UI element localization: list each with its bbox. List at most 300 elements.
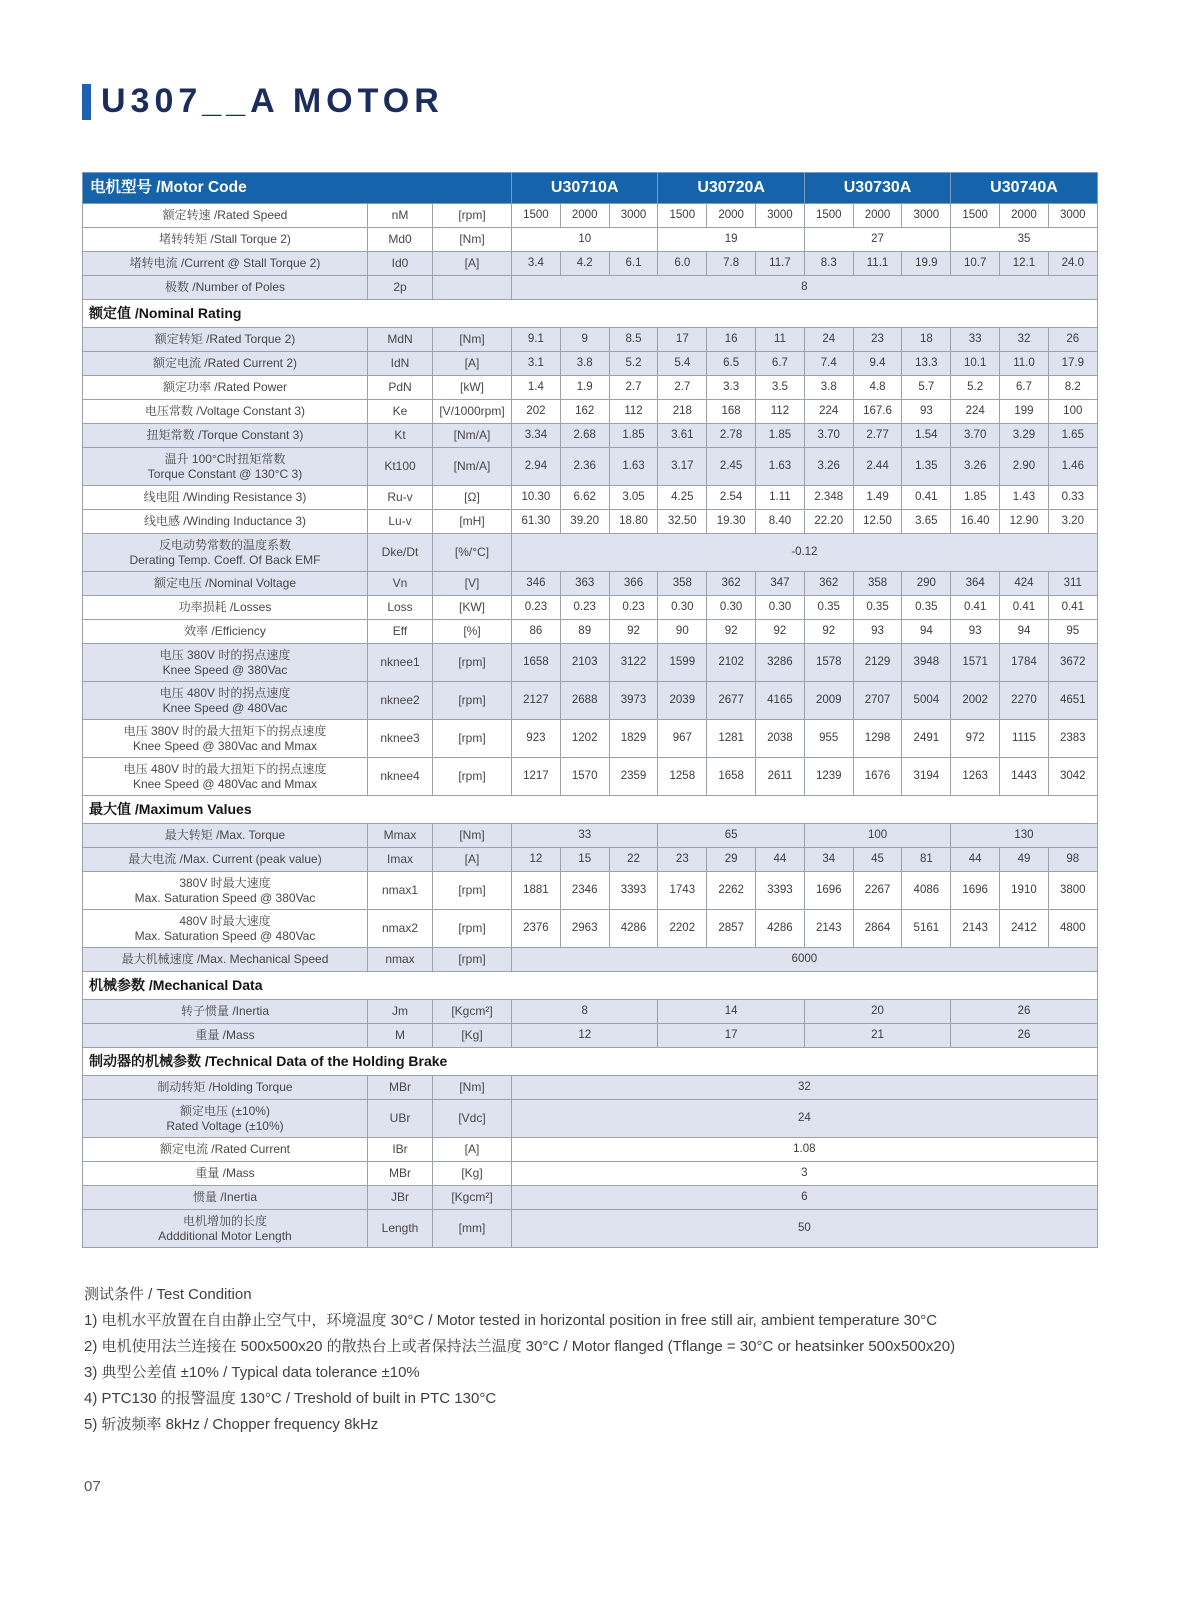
param-label: 额定转速 /Rated Speed xyxy=(83,204,368,228)
value-cell: 12.1 xyxy=(1000,252,1049,276)
value-cell: 34 xyxy=(804,848,853,872)
motor-code: U30730A xyxy=(804,173,950,204)
value-cell: 92 xyxy=(804,620,853,644)
value-cell: 2127 xyxy=(512,682,561,720)
value-cell: 27 xyxy=(804,228,950,252)
param-symbol: Id0 xyxy=(368,252,433,276)
value-cell: 92 xyxy=(756,620,805,644)
value-cell: 2857 xyxy=(707,910,756,948)
page-title: U307__A MOTOR xyxy=(101,82,444,120)
param-unit: [rpm] xyxy=(433,872,512,910)
section-title: 制动器的机械参数 /Technical Data of the Holding Brake xyxy=(83,1048,1098,1076)
param-symbol: nknee3 xyxy=(368,720,433,758)
value-cell: 22.20 xyxy=(804,510,853,534)
param-unit: [Kg] xyxy=(433,1024,512,1048)
param-unit: [Nm] xyxy=(433,228,512,252)
spec-row xyxy=(83,910,1098,948)
spec-row xyxy=(83,758,1098,796)
value-cell: 2143 xyxy=(804,910,853,948)
param-label: 扭矩常数 /Torque Constant 3) xyxy=(83,424,368,448)
value-cell: 1.54 xyxy=(902,424,951,448)
param-symbol: Dke/Dt xyxy=(368,534,433,572)
value-cell: 3000 xyxy=(756,204,805,228)
value-cell: 24 xyxy=(804,328,853,352)
param-unit: [Kgcm²] xyxy=(433,1000,512,1024)
spec-row xyxy=(83,486,1098,510)
value-cell: 98 xyxy=(1048,848,1097,872)
param-label: 转子惯量 /Inertia xyxy=(83,1000,368,1024)
param-unit: [A] xyxy=(433,848,512,872)
value-cell: 8 xyxy=(512,276,1098,300)
value-cell: 95 xyxy=(1048,620,1097,644)
value-cell: 3000 xyxy=(609,204,658,228)
value-cell: 224 xyxy=(804,400,853,424)
param-label: 堵转转矩 /Stall Torque 2) xyxy=(83,228,368,252)
value-cell: 167.6 xyxy=(853,400,902,424)
param-label: 制动转矩 /Holding Torque xyxy=(83,1076,368,1100)
value-cell: 346 xyxy=(512,572,561,596)
value-cell: 2383 xyxy=(1048,720,1097,758)
param-unit: [Ω] xyxy=(433,486,512,510)
value-cell: 358 xyxy=(853,572,902,596)
param-unit: [A] xyxy=(433,352,512,376)
value-cell: 202 xyxy=(512,400,561,424)
value-cell: 89 xyxy=(560,620,609,644)
value-cell: 2346 xyxy=(560,872,609,910)
value-cell: 22 xyxy=(609,848,658,872)
value-cell: 19 xyxy=(658,228,804,252)
value-cell: 112 xyxy=(609,400,658,424)
value-cell: 0.23 xyxy=(512,596,561,620)
param-unit: [KW] xyxy=(433,596,512,620)
value-cell: 0.35 xyxy=(804,596,853,620)
value-cell: 347 xyxy=(756,572,805,596)
value-cell: 1.65 xyxy=(1048,424,1097,448)
value-cell: 39.20 xyxy=(560,510,609,534)
param-symbol: nknee2 xyxy=(368,682,433,720)
value-cell: 3.4 xyxy=(512,252,561,276)
value-cell: 3948 xyxy=(902,644,951,682)
value-cell: 26 xyxy=(1048,328,1097,352)
param-label: 反电动势常数的温度系数 Derating Temp. Coeff. Of Back EMF xyxy=(83,534,368,572)
param-label: 温升 100°C时扭矩常数 Torque Constant @ 130°C 3) xyxy=(83,448,368,486)
value-cell: 4086 xyxy=(902,872,951,910)
motor-code: U30720A xyxy=(658,173,804,204)
value-cell: 168 xyxy=(707,400,756,424)
value-cell: 1115 xyxy=(1000,720,1049,758)
value-cell: 3042 xyxy=(1048,758,1097,796)
param-symbol: Kt xyxy=(368,424,433,448)
param-unit: [mm] xyxy=(433,1210,512,1248)
value-cell: 2376 xyxy=(512,910,561,948)
param-symbol: UBr xyxy=(368,1100,433,1138)
value-cell: 1217 xyxy=(512,758,561,796)
spec-row xyxy=(83,1100,1098,1138)
value-cell: 3.34 xyxy=(512,424,561,448)
value-cell: 2611 xyxy=(756,758,805,796)
value-cell: 1829 xyxy=(609,720,658,758)
spec-row xyxy=(83,1210,1098,1248)
spec-row xyxy=(83,424,1098,448)
value-cell: 6.7 xyxy=(756,352,805,376)
value-cell: 4165 xyxy=(756,682,805,720)
value-cell: 12.50 xyxy=(853,510,902,534)
value-cell: 3393 xyxy=(609,872,658,910)
value-cell: 1743 xyxy=(658,872,707,910)
value-cell: 3.70 xyxy=(951,424,1000,448)
value-cell: 12 xyxy=(512,848,561,872)
spec-row xyxy=(83,400,1098,424)
param-symbol: nmax xyxy=(368,948,433,972)
param-label: 电压 380V 时的拐点速度 Knee Speed @ 380Vac xyxy=(83,644,368,682)
value-cell: 50 xyxy=(512,1210,1098,1248)
value-cell: 18 xyxy=(902,328,951,352)
value-cell: 3194 xyxy=(902,758,951,796)
spec-row xyxy=(83,644,1098,682)
spec-row xyxy=(83,848,1098,872)
value-cell: 11.7 xyxy=(756,252,805,276)
param-symbol: Kt100 xyxy=(368,448,433,486)
param-symbol: Jm xyxy=(368,1000,433,1024)
param-unit: [rpm] xyxy=(433,758,512,796)
value-cell: 1.63 xyxy=(756,448,805,486)
value-cell: 1570 xyxy=(560,758,609,796)
spec-row xyxy=(83,1162,1098,1186)
param-label: 额定电流 /Rated Current xyxy=(83,1138,368,1162)
value-cell: 1281 xyxy=(707,720,756,758)
param-symbol: Lu-v xyxy=(368,510,433,534)
value-cell: 1910 xyxy=(1000,872,1049,910)
value-cell: 2.77 xyxy=(853,424,902,448)
spec-row xyxy=(83,328,1098,352)
param-unit: [%] xyxy=(433,620,512,644)
param-label: 堵转电流 /Current @ Stall Torque 2) xyxy=(83,252,368,276)
spec-row xyxy=(83,1000,1098,1024)
value-cell: 8.40 xyxy=(756,510,805,534)
param-unit: [Kg] xyxy=(433,1162,512,1186)
value-cell: 24 xyxy=(512,1100,1098,1138)
value-cell: 15 xyxy=(560,848,609,872)
value-cell: 2491 xyxy=(902,720,951,758)
value-cell: 224 xyxy=(951,400,1000,424)
value-cell: 3000 xyxy=(902,204,951,228)
spec-row xyxy=(83,1186,1098,1210)
value-cell: 3 xyxy=(512,1162,1098,1186)
value-cell: 2.7 xyxy=(658,376,707,400)
param-unit: [rpm] xyxy=(433,948,512,972)
value-cell: 358 xyxy=(658,572,707,596)
param-symbol: PdN xyxy=(368,376,433,400)
spec-row xyxy=(83,376,1098,400)
value-cell: 2688 xyxy=(560,682,609,720)
value-cell: 21 xyxy=(804,1024,950,1048)
footnotes-block xyxy=(84,1282,1104,1438)
param-symbol: nknee4 xyxy=(368,758,433,796)
value-cell: 10.7 xyxy=(951,252,1000,276)
param-symbol: nmax2 xyxy=(368,910,433,948)
value-cell: 12.90 xyxy=(1000,510,1049,534)
value-cell: 1578 xyxy=(804,644,853,682)
param-symbol: Length xyxy=(368,1210,433,1248)
value-cell: 8.2 xyxy=(1048,376,1097,400)
page-number: 07 xyxy=(84,1478,101,1495)
param-label: 电机增加的长度 Addditional Motor Length xyxy=(83,1210,368,1248)
value-cell: 9.4 xyxy=(853,352,902,376)
param-symbol: Loss xyxy=(368,596,433,620)
value-cell: 44 xyxy=(951,848,1000,872)
value-cell: 3122 xyxy=(609,644,658,682)
value-cell: 17.9 xyxy=(1048,352,1097,376)
value-cell: 92 xyxy=(609,620,658,644)
value-cell: 2.44 xyxy=(853,448,902,486)
spec-row xyxy=(83,872,1098,910)
value-cell: 218 xyxy=(658,400,707,424)
section-title: 额定值 /Nominal Rating xyxy=(83,300,1098,328)
value-cell: 2202 xyxy=(658,910,707,948)
param-label: 额定转矩 /Rated Torque 2) xyxy=(83,328,368,352)
value-cell: 1784 xyxy=(1000,644,1049,682)
value-cell: 2102 xyxy=(707,644,756,682)
value-cell: 1571 xyxy=(951,644,1000,682)
value-cell: 3.1 xyxy=(512,352,561,376)
param-unit: [A] xyxy=(433,252,512,276)
param-unit: [%/°C] xyxy=(433,534,512,572)
value-cell: 6.1 xyxy=(609,252,658,276)
param-symbol: IdN xyxy=(368,352,433,376)
value-cell: 1.85 xyxy=(756,424,805,448)
value-cell: 3000 xyxy=(1048,204,1097,228)
value-cell: 364 xyxy=(951,572,1000,596)
title-accent-bar xyxy=(82,84,91,120)
value-cell: 1443 xyxy=(1000,758,1049,796)
value-cell: 0.33 xyxy=(1048,486,1097,510)
value-cell: 1658 xyxy=(512,644,561,682)
value-cell: 26 xyxy=(951,1024,1097,1048)
value-cell: 112 xyxy=(756,400,805,424)
value-cell: 1.85 xyxy=(951,486,1000,510)
value-cell: 1696 xyxy=(951,872,1000,910)
value-cell: 24.0 xyxy=(1048,252,1097,276)
value-cell: 1500 xyxy=(804,204,853,228)
spec-row xyxy=(83,204,1098,228)
value-cell: 0.30 xyxy=(707,596,756,620)
param-unit: [Kgcm²] xyxy=(433,1186,512,1210)
value-cell: 199 xyxy=(1000,400,1049,424)
spec-row xyxy=(83,228,1098,252)
footnote-line: 5) 斩波频率 8kHz / Chopper frequency 8kHz xyxy=(84,1416,379,1433)
value-cell: 94 xyxy=(902,620,951,644)
param-unit xyxy=(433,276,512,300)
value-cell: 2000 xyxy=(853,204,902,228)
value-cell: 2000 xyxy=(560,204,609,228)
value-cell: 3.26 xyxy=(804,448,853,486)
value-cell: 19.30 xyxy=(707,510,756,534)
spec-row xyxy=(83,276,1098,300)
value-cell: 12 xyxy=(512,1024,658,1048)
value-cell: 0.35 xyxy=(853,596,902,620)
value-cell: 93 xyxy=(951,620,1000,644)
value-cell: 2.348 xyxy=(804,486,853,510)
value-cell: 19.9 xyxy=(902,252,951,276)
param-label: 最大转矩 /Max. Torque xyxy=(83,824,368,848)
value-cell: 2038 xyxy=(756,720,805,758)
value-cell: 3.61 xyxy=(658,424,707,448)
motor-code: U30740A xyxy=(951,173,1097,204)
param-unit: [rpm] xyxy=(433,644,512,682)
value-cell: 4.2 xyxy=(560,252,609,276)
value-cell: 6.5 xyxy=(707,352,756,376)
value-cell: 3800 xyxy=(1048,872,1097,910)
motor-code: U30710A xyxy=(512,173,658,204)
spec-table-container xyxy=(82,172,1098,1248)
value-cell: 7.4 xyxy=(804,352,853,376)
value-cell: 130 xyxy=(951,824,1097,848)
param-unit: [V/1000rpm] xyxy=(433,400,512,424)
value-cell: 2143 xyxy=(951,910,1000,948)
value-cell: 4.25 xyxy=(658,486,707,510)
value-cell: 366 xyxy=(609,572,658,596)
value-cell: 1258 xyxy=(658,758,707,796)
value-cell: 2.36 xyxy=(560,448,609,486)
footnote-line: 1) 电机水平放置在自由静止空气中，环境温度 30°C / Motor tested in horizontal position in free still air, ambient temperature 30°C xyxy=(84,1312,938,1329)
param-label: 重量 /Mass xyxy=(83,1024,368,1048)
value-cell: 3973 xyxy=(609,682,658,720)
value-cell: 1.08 xyxy=(512,1138,1098,1162)
value-cell: 5004 xyxy=(902,682,951,720)
value-cell: 3.29 xyxy=(1000,424,1049,448)
param-label: 功率损耗 /Losses xyxy=(83,596,368,620)
value-cell: 2262 xyxy=(707,872,756,910)
value-cell: 0.41 xyxy=(902,486,951,510)
param-unit: [rpm] xyxy=(433,682,512,720)
value-cell: 4.8 xyxy=(853,376,902,400)
value-cell: 2412 xyxy=(1000,910,1049,948)
value-cell: 29 xyxy=(707,848,756,872)
param-symbol: Md0 xyxy=(368,228,433,252)
value-cell: 18.80 xyxy=(609,510,658,534)
value-cell: 2.68 xyxy=(560,424,609,448)
value-cell: 23 xyxy=(658,848,707,872)
value-cell: 424 xyxy=(1000,572,1049,596)
param-unit: [A] xyxy=(433,1138,512,1162)
value-cell: 1.63 xyxy=(609,448,658,486)
value-cell: 0.41 xyxy=(951,596,1000,620)
spec-row xyxy=(83,352,1098,376)
value-cell: 2963 xyxy=(560,910,609,948)
value-cell: 1.43 xyxy=(1000,486,1049,510)
value-cell: 33 xyxy=(951,328,1000,352)
value-cell: 93 xyxy=(853,620,902,644)
value-cell: 2677 xyxy=(707,682,756,720)
param-symbol: 2p xyxy=(368,276,433,300)
value-cell: 10.30 xyxy=(512,486,561,510)
value-cell: 1.85 xyxy=(609,424,658,448)
value-cell: 4800 xyxy=(1048,910,1097,948)
value-cell: 65 xyxy=(658,824,804,848)
value-cell: 11 xyxy=(756,328,805,352)
value-cell: 23 xyxy=(853,328,902,352)
value-cell: 1881 xyxy=(512,872,561,910)
value-cell: 4651 xyxy=(1048,682,1097,720)
param-symbol: M xyxy=(368,1024,433,1048)
param-label: 效率 /Efficiency xyxy=(83,620,368,644)
value-cell: 2.7 xyxy=(609,376,658,400)
value-cell: 35 xyxy=(951,228,1097,252)
value-cell: 13.3 xyxy=(902,352,951,376)
section-header-row xyxy=(83,300,1098,328)
value-cell: 0.23 xyxy=(609,596,658,620)
param-symbol: Mmax xyxy=(368,824,433,848)
value-cell: 90 xyxy=(658,620,707,644)
value-cell: 10.1 xyxy=(951,352,1000,376)
value-cell: 9.1 xyxy=(512,328,561,352)
value-cell: 1.11 xyxy=(756,486,805,510)
param-label: 极数 /Number of Poles xyxy=(83,276,368,300)
value-cell: 2270 xyxy=(1000,682,1049,720)
value-cell: 33 xyxy=(512,824,658,848)
value-cell: 32 xyxy=(1000,328,1049,352)
param-label: 额定功率 /Rated Power xyxy=(83,376,368,400)
value-cell: 0.23 xyxy=(560,596,609,620)
value-cell: 3393 xyxy=(756,872,805,910)
value-cell: 45 xyxy=(853,848,902,872)
param-unit: [rpm] xyxy=(433,720,512,758)
spec-row xyxy=(83,1076,1098,1100)
section-title: 最大值 /Maximum Values xyxy=(83,796,1098,824)
param-unit: [kW] xyxy=(433,376,512,400)
spec-row xyxy=(83,510,1098,534)
value-cell: 100 xyxy=(1048,400,1097,424)
value-cell: 3.65 xyxy=(902,510,951,534)
value-cell: 9 xyxy=(560,328,609,352)
value-cell: 2707 xyxy=(853,682,902,720)
param-symbol: Ru-v xyxy=(368,486,433,510)
value-cell: 3.70 xyxy=(804,424,853,448)
param-unit: [Nm] xyxy=(433,824,512,848)
value-cell: 6 xyxy=(512,1186,1098,1210)
value-cell: 162 xyxy=(560,400,609,424)
value-cell: 3.8 xyxy=(804,376,853,400)
value-cell: 290 xyxy=(902,572,951,596)
value-cell: 86 xyxy=(512,620,561,644)
value-cell: 11.1 xyxy=(853,252,902,276)
param-unit: [Nm] xyxy=(433,1076,512,1100)
value-cell: 1500 xyxy=(951,204,1000,228)
value-cell: 81 xyxy=(902,848,951,872)
value-cell: 2129 xyxy=(853,644,902,682)
value-cell: 3.5 xyxy=(756,376,805,400)
spec-row xyxy=(83,596,1098,620)
value-cell: 311 xyxy=(1048,572,1097,596)
param-unit: [Vdc] xyxy=(433,1100,512,1138)
value-cell: 44 xyxy=(756,848,805,872)
value-cell: 3286 xyxy=(756,644,805,682)
param-label: 额定电压 (±10%) Rated Voltage (±10%) xyxy=(83,1100,368,1138)
value-cell: 1500 xyxy=(512,204,561,228)
section-title: 机械参数 /Mechanical Data xyxy=(83,972,1098,1000)
value-cell: 1599 xyxy=(658,644,707,682)
value-cell: 17 xyxy=(658,328,707,352)
value-cell: 923 xyxy=(512,720,561,758)
value-cell: 5.4 xyxy=(658,352,707,376)
value-cell: 1263 xyxy=(951,758,1000,796)
footnote-line: 2) 电机使用法兰连接在 500x500x20 的散热台上或者保持法兰温度 30°C / Motor flanged (Tflange = 30°C or heatsinker 500x500x20) xyxy=(84,1338,956,1355)
value-cell: 362 xyxy=(804,572,853,596)
param-symbol: Vn xyxy=(368,572,433,596)
page-title-block xyxy=(82,82,444,121)
value-cell: 3.26 xyxy=(951,448,1000,486)
spec-row xyxy=(83,1138,1098,1162)
